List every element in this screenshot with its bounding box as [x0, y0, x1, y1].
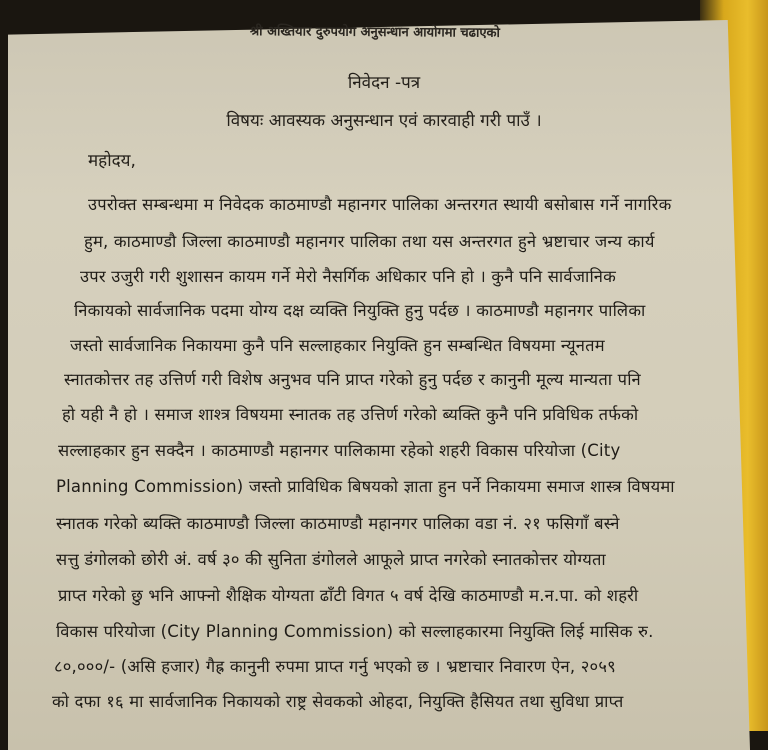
letter-subject: विषयः आवस्यक अनुसन्धान एवं कारवाही गरी पाउँ ।: [226, 111, 542, 131]
body-line: निकायको सार्वजानिक पदमा योग्य दक्ष व्यक्ति नियुक्ति हुनु पर्दछ । काठमाण्डौ महानगर पालिका: [74, 301, 646, 320]
body-line: सत्तु डंगोलको छोरी अं. वर्ष ३० की सुनिता डंगोलले आफूले प्राप्त नगरेको स्नातकोत्तर योग्यता: [56, 550, 606, 569]
body-line: उपर उजुरी गरी शुशासन कायम गर्ने मेरो नैसर्गिक अधिकार पनि हो । कुनै पनि सार्वजानिक: [80, 267, 616, 286]
letter-addressee: श्री अख्तियार दुरुपयोग अनुसन्धान आयोगमा चढाएको: [249, 24, 500, 41]
body-line: प्राप्त गरेको छु भनि आफ्नो शैक्षिक योग्यता ढाँटी विगत ५ वर्ष देखि काठमाण्डौ म.न.पा. को शहरी: [58, 586, 639, 605]
letter-title: निवेदन -पत्र: [347, 73, 421, 93]
body-line: जस्तो सार्वजानिक निकायमा कुनै पनि सल्लाहकार नियुक्ति हुन सम्बन्धित विषयमा न्यूनतम: [70, 336, 605, 355]
body-line: स्नातक गरेको ब्यक्ति काठमाण्डौ जिल्ला काठमाण्डौ महानगर पालिका वडा नं. २१ फसिगाँ बस्ने: [56, 514, 620, 533]
body-line: को दफा १६ मा सार्वजानिक निकायको राष्ट्र सेवकको ओहदा, नियुक्ति हैसियत तथा सुविधा प्राप्त: [52, 692, 624, 711]
letter-salutation: महोदय,: [88, 151, 136, 171]
body-line: ८०,०००/- (असि हजार) गैह्र कानुनी रुपमा प्राप्त गर्नु भएको छ । भ्रष्टाचार निवारण ऐन, २०५९: [54, 657, 616, 676]
body-line: विकास परियोजा (City Planning Commission) को सल्लाहकारमा नियुक्ति लिई मासिक रु.: [56, 622, 654, 641]
body-line: Planning Commission) जस्तो प्राविधिक बिषयको ज्ञाता हुन पर्ने निकायमा समाज शास्त्र विषयमा: [56, 477, 675, 496]
body-line: हो यही नै हो । समाज शाश्त्र विषयमा स्नातक तह उत्तिर्ण गरेको ब्यक्ति कुनै पनि प्रविधिक तर्फको: [62, 405, 639, 424]
body-line: स्नातकोत्तर तह उत्तिर्ण गरी विशेष अनुभव पनि प्राप्त गरेको हुनु पर्दछ र कानुनी मूल्य मान्यता पनि: [64, 370, 641, 389]
body-line: हुम, काठमाण्डौ जिल्ला काठमाण्डौ महानगर पालिका तथा यस अन्तरगत हुने भ्रष्टाचार जन्य कार्य: [84, 232, 655, 251]
body-line: सल्लाहकार हुन सक्दैन । काठमाण्डौ महानगर पालिकामा रहेको शहरी विकास परियोजा (City: [58, 441, 621, 460]
body-line: उपरोक्त सम्बन्धमा म निवेदक काठमाण्डौ महानगर पालिका अन्तरगत स्थायी बसोबास गर्ने नागरिक: [88, 195, 672, 214]
